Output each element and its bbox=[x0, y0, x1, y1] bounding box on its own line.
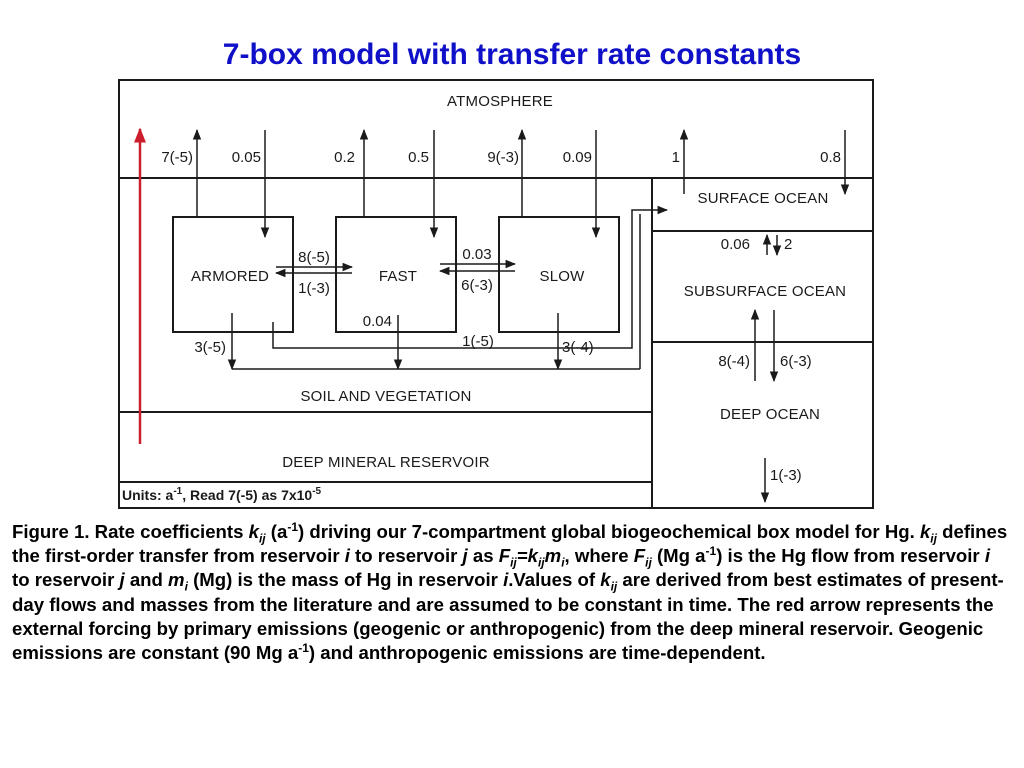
rate-atmosphere-to-slow: 0.09 bbox=[562, 149, 592, 166]
rate-fast-to-armored: 8(-5) bbox=[298, 249, 330, 266]
rate-deep-to-subsurface: 8(-4) bbox=[718, 353, 750, 370]
rate-fast-to-ocean: 0.04 bbox=[362, 313, 392, 330]
rate-slow-to-ocean: 3(-4) bbox=[562, 339, 594, 356]
rate-atmosphere-to-surface: 0.8 bbox=[820, 149, 841, 166]
rate-deep-to-mineral: 1(-3) bbox=[770, 467, 802, 484]
surface-ocean-label: SURFACE OCEAN bbox=[697, 190, 829, 207]
rate-armored-to-atmosphere: 7(-5) bbox=[161, 149, 193, 166]
subsurface-ocean-label: SUBSURFACE OCEAN bbox=[683, 283, 847, 300]
page-title: 7-box model with transfer rate constants bbox=[222, 38, 802, 71]
rate-fast-to-slow: 0.03 bbox=[462, 246, 492, 263]
rate-atmosphere-to-fast: 0.5 bbox=[408, 149, 429, 166]
rate-armored-to-ocean: 3(-5) bbox=[194, 339, 226, 356]
rate-surface-to-atmosphere: 1 bbox=[671, 149, 680, 166]
armored-label: ARMORED bbox=[190, 268, 270, 285]
rate-soil-to-ocean: 1(-5) bbox=[462, 333, 494, 350]
rate-slow-to-fast: 6(-3) bbox=[461, 277, 493, 294]
atmosphere-label: ATMOSPHERE bbox=[447, 93, 553, 110]
rate-subsurface-to-surface: 2 bbox=[784, 236, 793, 253]
fast-label: FAST bbox=[378, 268, 418, 285]
units-note: Units: $a^{-1}$, Read 7(-5) as $7x10^{-5}$ bbox=[122, 486, 322, 503]
figure-caption: Figure 1. Rate coefficients $k_{ij}$ $(a^{-1})$ driving our 7-compartment global biogeochemical box model for Hg. $k_{ij}$ defines the first-order transfer from reservoir i to reservoir j as $F_{ij}=k_{ij}m_i$, where $F_{ij}$ (Mg $a^{-1}$) is the Hg flow from reservoir i to reservoir j and $m_i$ (Mg) is the mass of Hg in reservoir i.Values of $k_{ij}$ are derived from best estimates of present-day flows and masses from the literature and are assumed to be constant in time. The red arrow represents the external forcing by primary emissions (geogenic or anthropogenic) from the deep mineral reservoir. Geogenic emissions are constant (90 Mg $a^{-1}$) and anthropogenic emissions are time-dependent. bbox=[12, 519, 1008, 664]
rate-subsurface-to-deep: 6(-3) bbox=[780, 353, 812, 370]
slow-label: SLOW bbox=[539, 268, 585, 285]
rate-surface-to-subsurface: 0.06 bbox=[720, 236, 750, 253]
rate-atmosphere-to-armored: 0.05 bbox=[231, 149, 261, 166]
rate-armored-to-fast: 1(-3) bbox=[298, 280, 330, 297]
rate-fast-to-atmosphere: 0.2 bbox=[334, 149, 355, 166]
soil-vegetation-label: SOIL AND VEGETATION bbox=[300, 388, 472, 405]
deep-mineral-label: DEEP MINERAL RESERVOIR bbox=[282, 454, 490, 471]
rate-slow-to-atmosphere: 9(-3) bbox=[487, 149, 519, 166]
deep-ocean-label: DEEP OCEAN bbox=[719, 406, 821, 423]
